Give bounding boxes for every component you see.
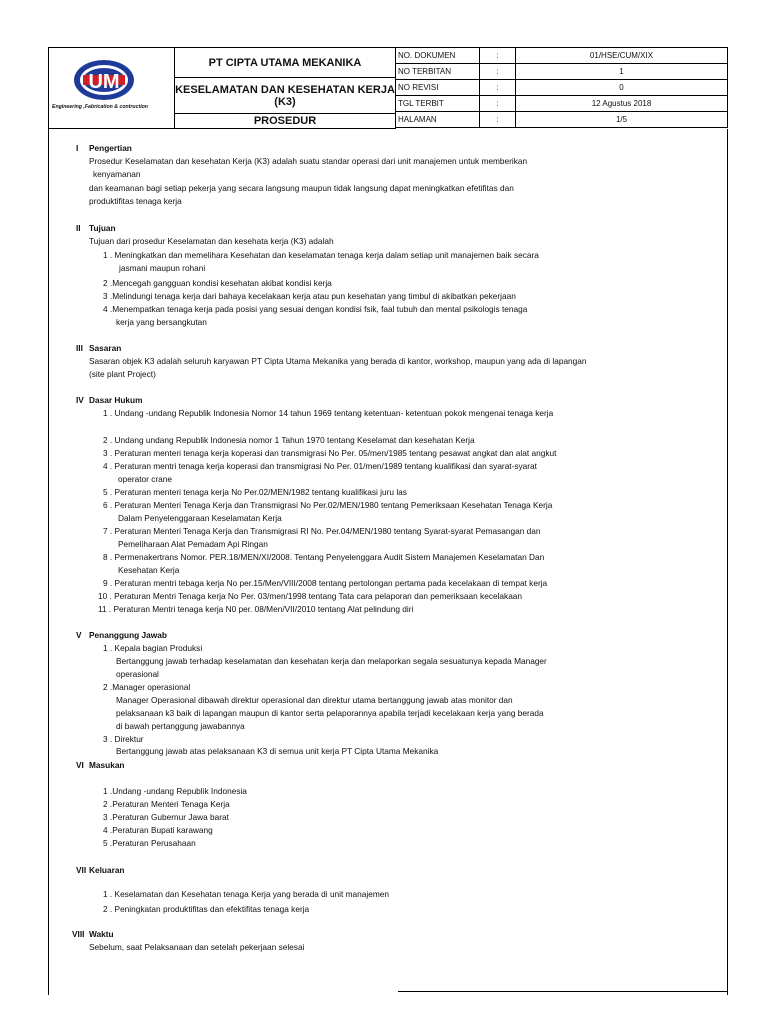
section-heading: IV [76, 395, 84, 405]
body-text-line: 4 .Peraturan Bupati karawang [103, 825, 213, 835]
body-text-line: 6 . Peraturan Menteri Tenaga Kerja dan Transmigrasi No Per.02/MEN/1980 tentang Pemeriksaan Kesehatan Tenaga Kerja [103, 500, 553, 510]
section-heading: I [76, 143, 79, 153]
body-text-line: 1 . Keselamatan dan Kesehatan tenaga Kerja yang berada di unit manajemen [103, 889, 389, 899]
section-heading: Pengertian [89, 143, 132, 153]
logo-caption: Engineering ,Fabrication & contruction [52, 104, 148, 110]
info-label: NO. DOKUMEN [395, 47, 480, 64]
body-text-line: dan keamanan bagi setiap pekerja yang secara langsung maupun tidak langsung dapat meningkatkan efetifitas dan [89, 183, 514, 193]
body-text-line: di bawah pertanggung jawabannya [116, 721, 245, 731]
section-heading: Penanggung Jawab [89, 630, 167, 640]
body-text-line: operator crane [118, 474, 172, 484]
body-text-line: 9 . Peraturan mentri tebaga kerja No per.15/Men/VIII/2008 tentang pertolongan pertama pada kecelakaan di tempat kerja [103, 578, 548, 588]
body-text-line: Kesehatan Kerja [118, 565, 180, 575]
section-heading: VII [76, 865, 87, 875]
body-text-line: Sebelum, saat Pelaksanaan dan setelah pekerjaan selesai [89, 942, 305, 952]
body-text-line: Bertanggung jawab terhadap keselamatan dan kesehatan kerja dan melaporkan segala sesuatunya kepada Manager [116, 656, 547, 666]
body-text-line: Manager Operasional dibawah direktur operasional dan direktur utama bertanggung jawab atas monitor dan [116, 695, 513, 705]
section-heading: Dasar Hukum [89, 395, 143, 405]
info-label: NO REVISI [395, 79, 480, 96]
body-text-line: Bertanggung jawab atas pelaksanaan K3 di semua unit kerja PT Cipta Utama Mekanika [116, 746, 439, 756]
body-text-line: 11 . Peraturan Mentri tenaga kerja N0 per. 08/Men/VII/2010 tentang Alat pelindung diri [98, 604, 414, 614]
logo-text: UM [88, 71, 120, 93]
body-text-line: 3 .Melindungi tenaga kerja dari bahaya kecelakaan kerja atau pun kesehatan yang timbul di akibatkan pekerjaan [103, 291, 516, 301]
body-text-line: 2 .Peraturan Menteri Tenaga Kerja [103, 799, 230, 809]
body-text-line: 4 .Menempatkan tenaga kerja pada posisi yang sesuai dengan kondisi fsik, faal tubuh dan mental psikologis tenaga [103, 304, 528, 314]
body-text-line: pelaksanaan k3 baik di lapangan maupun di kantor serta pelaporannya apabila terjadi kecelakaan kerja yang berada [116, 708, 544, 718]
info-colon: : [479, 47, 516, 64]
body-text-line: 7 . Peraturan Menteri Tenaga Kerja dan Transmigrasi RI No. Per.04/MEN/1980 tentang Syarat-syarat Pemasangan dan [103, 526, 541, 536]
body-text-line: 3 . Direktur [103, 734, 144, 744]
info-label: NO TERBITAN [395, 63, 480, 80]
body-text-line: 1 . Kepala bagian Produksi [103, 643, 203, 653]
info-colon: : [479, 95, 516, 112]
body-text-line: 2 .Manager operasional [103, 682, 191, 692]
document-title-line1: KESELAMATAN DAN KESEHATAN KERJA [175, 83, 395, 96]
body-text-line: 3 . Peraturan menteri tenaga kerja koperasi dan transmigrasi No Per. 05/men/1985 tentang pesawat angkat dan alat angkut [103, 448, 557, 458]
company-name: PT CIPTA UTAMA MEKANIKA [174, 47, 396, 78]
body-text-line: 1 .Undang -undang Republik Indonesia [103, 786, 247, 796]
section-heading: VI [76, 760, 84, 770]
section-heading: Sasaran [89, 343, 122, 353]
info-value: 01/HSE/CUM/XIX [515, 47, 728, 64]
page-border-left [48, 129, 49, 995]
body-text-line: Prosedur Keselamatan dan kesehatan Kerja (K3) adalah suatu standar operasi dari unit manajemen untuk memberikan [89, 156, 528, 166]
document-title [174, 77, 396, 114]
info-colon: : [479, 63, 516, 80]
body-text-line: Sasaran objek K3 adalah seluruh karyawan PT Cipta Utama Mekanika yang berada di kantor, workshop, maupun yang ada di lapangan [89, 356, 587, 366]
page-border-right [727, 129, 728, 995]
body-text-line: 3 .Peraturan Gubernur Jawa barat [103, 812, 229, 822]
body-text-line: 10 . Peraturan Mentri Tenaga kerja No Per. 03/men/1998 tentang Tata cara pelaporan dan pemeriksaan kecelakaan [98, 591, 523, 601]
document-type: PROSEDUR [174, 113, 396, 129]
body-text-line: kenyamanan [93, 169, 141, 179]
section-heading: V [76, 630, 82, 640]
body-text-line: 4 . Peraturan mentri tenaga kerja koperasi dan transmigrasi No Per. 01/men/1989 tentang kualifikasi dan syarat-syarat [103, 461, 537, 471]
body-text-line: 5 . Peraturan menteri tenaga kerja No Per.02/MEN/1982 tentang kualifikasi juru las [103, 487, 407, 497]
body-text-line: 8 . Permenakertrans Nomor. PER.18/MEN/XI/2008. Tentang Penyelenggara Audit Sistem Manajemen Keselamatan Dan [103, 552, 545, 562]
body-text-line: produktifitas tenaga kerja [89, 196, 182, 206]
section-heading: VIII [72, 929, 85, 939]
info-label: TGL TERBIT [395, 95, 480, 112]
section-heading: Masukan [89, 760, 125, 770]
info-value: 1/5 [515, 111, 728, 128]
body-text-line: (site plant Project) [89, 369, 156, 379]
info-value: 0 [515, 79, 728, 96]
info-value: 1 [515, 63, 728, 80]
body-text-line: 2 . Peningkatan produktifitas dan efektifitas tenaga kerja [103, 904, 310, 914]
body-text-line: 5 .Peraturan Perusahaan [103, 838, 196, 848]
section-heading: II [76, 223, 81, 233]
body-text-line: 1 . Meningkatkan dan memelihara Kesehatan dan keselamatan tenaga kerja dalam setiap unit manajemen baik secara [103, 250, 539, 260]
body-text-line: 1 . Undang -undang Republik Indonesia Nomor 14 tahun 1969 tentang ketentuan- ketentuan pokok mengenai tenaga kerja [103, 408, 554, 418]
info-value: 12 Agustus 2018 [515, 95, 728, 112]
body-text-line: operasional [116, 669, 159, 679]
body-text-line: 2 .Mencegah gangguan kondisi kesehatan akibat kondisi kerja [103, 278, 332, 288]
body-text-line: Pemeliharaan Alat Pemadam Api Ringan [118, 539, 268, 549]
info-colon: : [479, 79, 516, 96]
company-logo-icon [72, 58, 136, 102]
document-header [48, 47, 728, 129]
body-text-line: jasmani maupun rohani [119, 263, 206, 273]
document-title-line2: (K3) [274, 95, 296, 108]
body-text-line: kerja yang bersangkutan [116, 317, 207, 327]
body-text-line: Dalam Penyelenggaraan Keselamatan Kerja [118, 513, 282, 523]
section-heading: Keluaran [89, 865, 125, 875]
body-text-line: 2 . Undang undang Republik Indonesia nomor 1 Tahun 1970 tentang Keselamat dan kesehatan Kerja [103, 435, 475, 445]
section-heading: III [76, 343, 83, 353]
page-border-bottom [398, 991, 728, 992]
info-colon: : [479, 111, 516, 128]
section-heading: Tujuan [89, 223, 116, 233]
section-heading: Waktu [89, 929, 114, 939]
info-label: HALAMAN [395, 111, 480, 128]
body-text-line: Tujuan dari prosedur Keselamatan dan kesehata kerja (K3) adalah [89, 236, 334, 246]
